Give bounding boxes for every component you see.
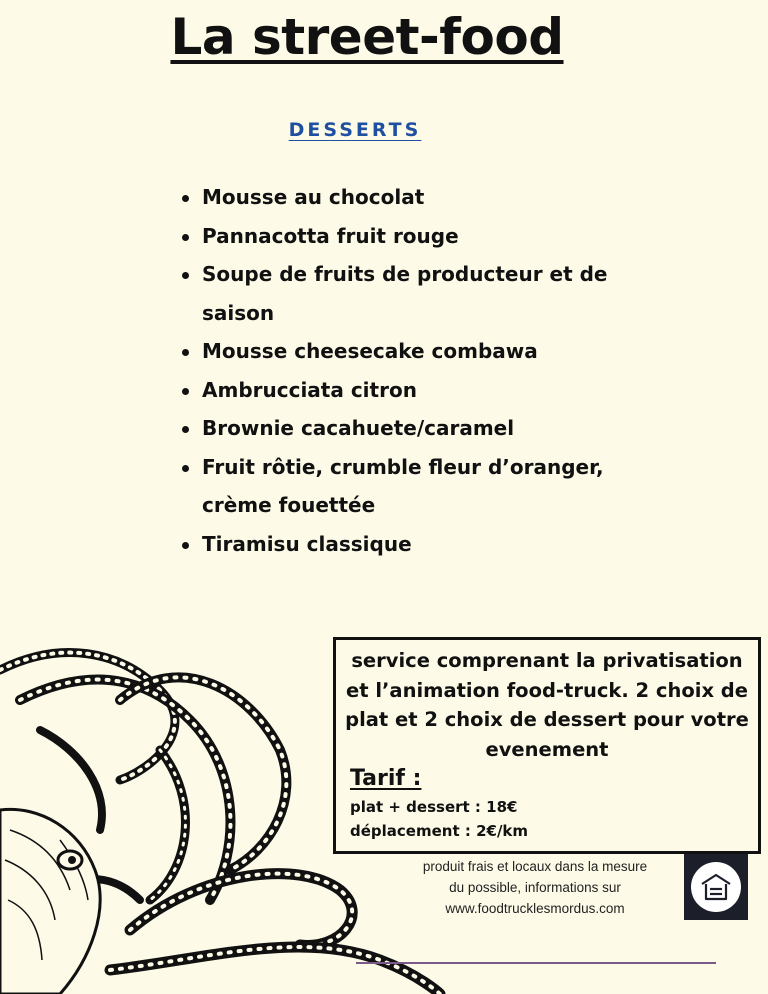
- dessert-list: [178, 178, 648, 563]
- list-item: Mousse au chocolat: [178, 178, 648, 217]
- list-item: Mousse cheesecake combawa: [178, 332, 648, 371]
- footnote: [396, 856, 674, 919]
- list-item: Pannacotta fruit rouge: [178, 217, 648, 256]
- list-item: Tiramisu classique: [178, 525, 648, 564]
- list-item: Brownie cacahuete/caramel: [178, 409, 648, 448]
- section-heading: DESSERTS: [288, 119, 422, 141]
- tarif-heading: Tarif :: [350, 766, 422, 791]
- house-logo-icon: [684, 854, 748, 920]
- footnote-line: du possible, informations sur: [449, 880, 621, 895]
- list-item: Fruit rôtie, crumble fleur d’oranger, crème fouettée: [178, 448, 648, 525]
- info-box: [333, 637, 761, 854]
- website-link[interactable]: www.foodtrucklesmordus.com: [445, 901, 625, 916]
- price-line: plat + dessert : 18€: [350, 798, 518, 816]
- divider: [356, 962, 716, 964]
- list-item: Ambrucciata citron: [178, 371, 648, 410]
- page-title: La street-food: [170, 8, 564, 66]
- price-list: [350, 795, 758, 843]
- price-line: déplacement : 2€/km: [350, 822, 529, 840]
- list-item: Soupe de fruits de producteur et de saison: [178, 255, 648, 332]
- service-description: service comprenant la privatisation et l’animation food-truck. 2 choix de plat et 2 choix de dessert pour votre evenement: [345, 649, 749, 761]
- footnote-line: produit frais et locaux dans la mesure: [422, 859, 648, 874]
